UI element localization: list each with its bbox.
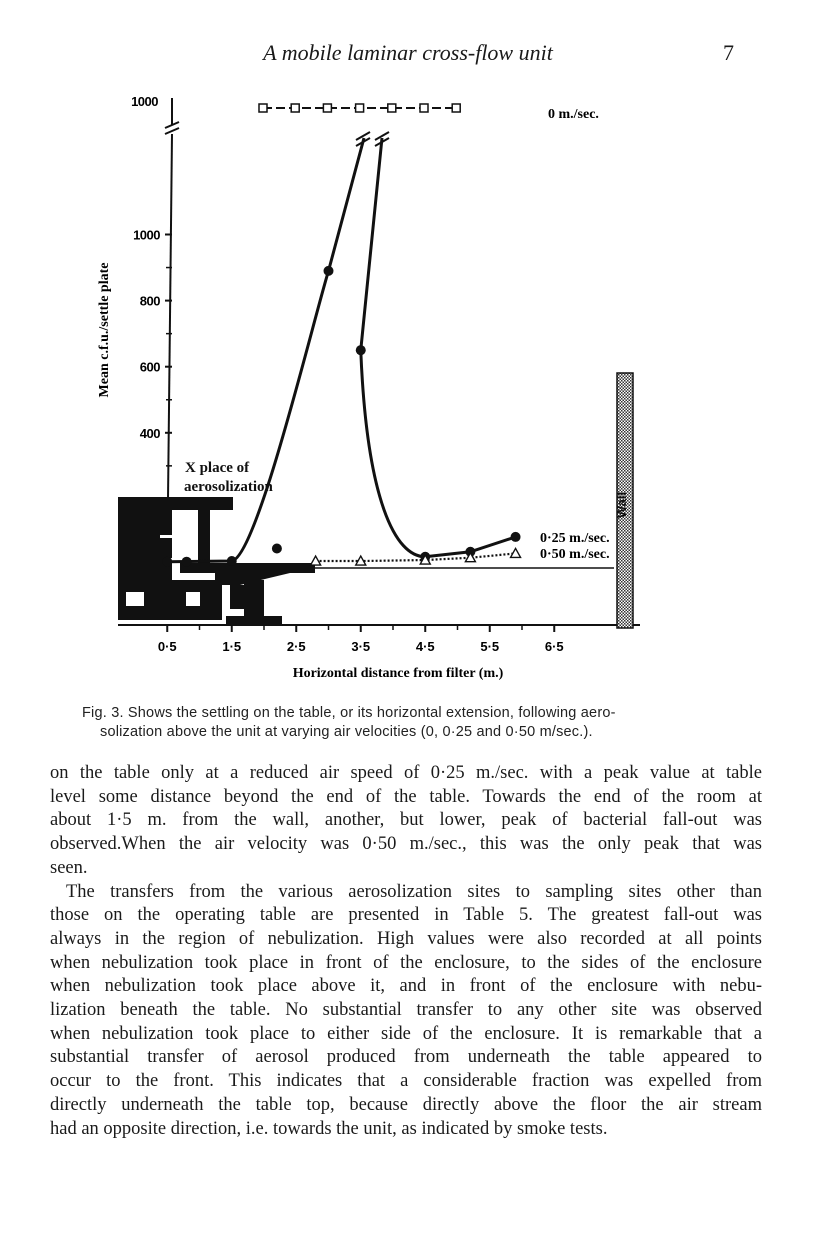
series-0-marker [291,104,299,112]
legend-0-label: 0 m./sec. [548,107,599,122]
caption-line-2: solization above the unit at varying air velocities (0, 0·25 and 0·50 m/sec.). [100,724,593,740]
wall-label: Wall [614,491,629,519]
text-line: directly underneath the table top, because directly above the floor the air stream [50,1094,762,1115]
text-line: on the table only at a reduced air speed of 0·25 m./sec. with a peak value at table [50,763,762,783]
text-line: always in the region of nebulization. High values were also recorded at all points [50,928,762,949]
text-line: had an opposite direction, i.e. towards the unit, as indicated by smoke tests. [50,1118,608,1139]
series-0-marker [259,104,267,112]
series-1-marker [324,266,334,276]
series-2-marker [311,556,321,565]
series-0-marker [323,104,331,112]
series-1-marker [182,557,192,567]
series-1-marker [162,557,172,567]
body-text [50,762,762,1141]
series-1-marker [227,556,237,566]
caption-line-1: Fig. 3. Shows the settling on the table, or its horizontal extension, following aero- [82,705,616,721]
y-tick-label: 600 [139,359,160,375]
text-line: when nebulization took place in front of the enclosure, to the sides of the enclosure [50,952,762,973]
running-head [0,40,816,70]
text-line: The transfers from the various aerosolization sites to sampling sites other than [66,881,762,902]
legend-2-label: 0·50 m./sec. [540,547,610,562]
y-tick-label: 800 [139,293,160,309]
text-line: occur to the front. This indicates that a considerable fraction was expelled from [50,1071,762,1092]
settling-chart [0,80,816,690]
y-tick-label: 400 [139,425,160,441]
paragraph-2 [50,881,762,1142]
aerosolization-label-line1: X place of [185,460,250,476]
x-tick-label: 3·5 [351,639,371,654]
aerosolization-label-line2: aerosolization [184,479,273,495]
text-line: those on the operating table are presented in Table 5. The greatest fall-out was [50,905,762,926]
x-axis-label: Horizontal distance from filter (m.) [292,666,504,681]
text-line: when nebulization took place above it, and in front of the enclosure with nebu- [50,976,762,997]
y-tick-label: 1000 [133,227,160,243]
y-axis-break [165,128,179,134]
x-tick-label: 6·5 [544,639,564,654]
legend-1-label: 0·25 m./sec. [540,531,610,546]
running-title: A mobile laminar cross-flow unit [263,40,553,65]
figure-caption [82,704,732,742]
text-line: when nebulization took place to either side of the enclosure. It is remarkable that a [50,1023,762,1044]
x-tick-label: 0·5 [157,639,177,654]
text-line: observed.When the air velocity was 0·50 m./sec., this was the only peak that was [50,834,762,855]
page-number: 7 [723,40,734,65]
x-tick-label: 5·5 [480,639,500,654]
series-0-marker [356,104,364,112]
series-1-marker [272,543,282,553]
series-1-marker [511,532,521,542]
x-tick-label: 4·5 [415,639,435,654]
y-axis-lower [168,134,172,500]
y-axis-label: Mean c.f.u./settle plate [97,262,112,398]
figure-3 [0,80,816,690]
series-1-line-right [361,138,516,557]
y-tick-label: 1000 [131,94,158,109]
wall-drawing [614,373,633,628]
paragraph-1 [50,762,762,881]
text-line: substantial transfer of aerosol produced from underneath the table appeared to [50,1047,762,1068]
x-tick-label: 1·5 [222,639,242,654]
text-line: seen. [50,857,88,878]
text-line: level some distance beyond the end of the table. Towards the end of the room at [50,786,762,807]
series-1-marker [356,345,366,355]
series-0-marker [388,104,396,112]
series-0-marker [420,104,428,112]
series-0-marker [452,104,460,112]
text-line: lization beneath the table. No substantial transfer to any other site was observed [50,1000,762,1021]
x-tick-label: 2·5 [286,639,306,654]
text-line: about 1·5 m. from the wall, another, but lower, peak of bacterial fall-out was [50,810,762,831]
